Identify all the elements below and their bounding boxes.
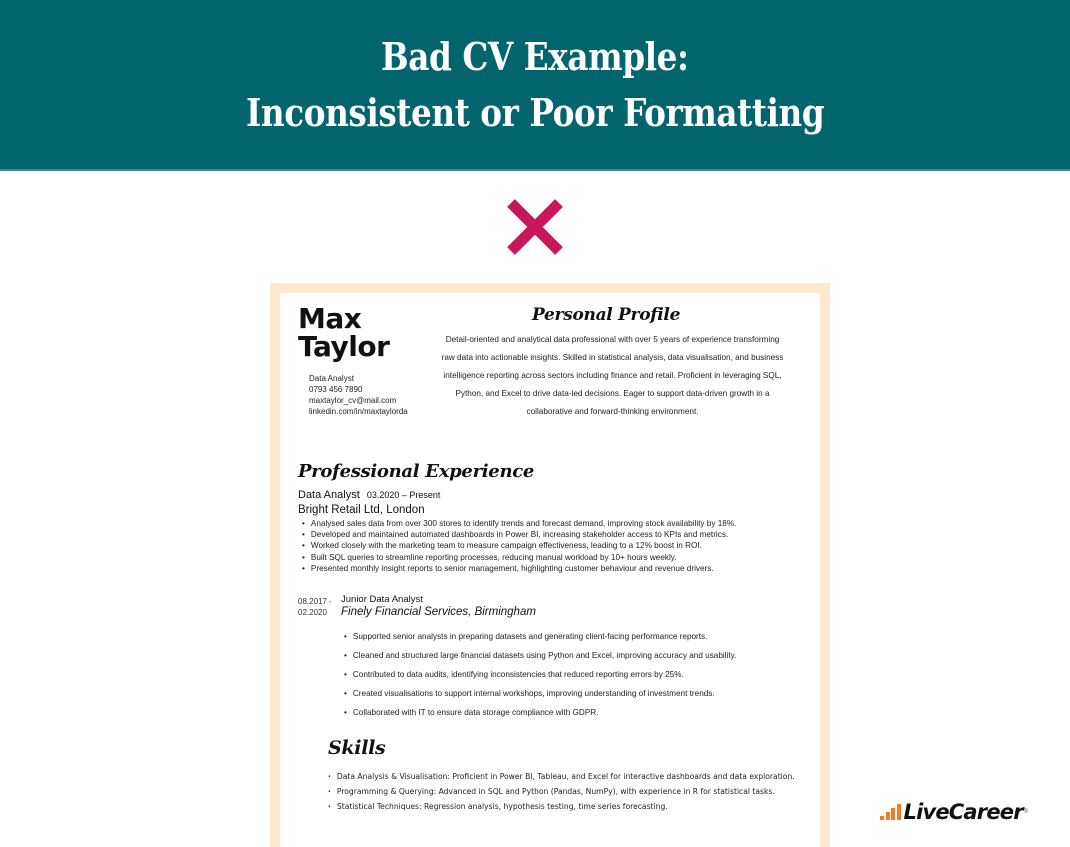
cv-page bbox=[280, 293, 820, 847]
experience-heading: Professional Experience bbox=[298, 461, 535, 482]
logo-text: LiveCareer bbox=[903, 800, 1023, 824]
job-1-company: Bright Retail Ltd, London bbox=[298, 504, 425, 516]
list-item: • Worked closely with the marketing team to measure campaign effectiveness, leading to a 12% boost in ROI. bbox=[302, 540, 736, 551]
job-2-company: Finely Financial Services, Birmingham bbox=[341, 606, 536, 618]
list-item: • Created visualisations to support internal workshops, improving understanding of investment trends. bbox=[344, 684, 736, 703]
job-1-title: Data Analyst bbox=[298, 489, 360, 501]
list-item: · Data Analysis & Visualisation: Proficient in Power BI, Tableau, and Excel for interactive dashboards and data exploration. bbox=[328, 769, 795, 784]
job-2-bullets bbox=[344, 627, 736, 722]
registered-mark: ® bbox=[1023, 809, 1029, 815]
job-2-dates bbox=[298, 596, 332, 618]
livecareer-logo bbox=[880, 800, 1028, 824]
contact-block bbox=[309, 373, 408, 417]
job-2-date-start: 08.2017 - bbox=[298, 597, 332, 606]
contact-role: Data Analyst bbox=[309, 374, 354, 383]
page-header bbox=[0, 0, 1070, 171]
logo-bars-icon bbox=[880, 804, 901, 820]
contact-phone: 0793 456 7890 bbox=[309, 385, 363, 394]
list-item: • Developed and maintained automated dashboards in Power BI, increasing stakeholder access to KPIs and metrics. bbox=[302, 529, 736, 540]
skills-list bbox=[328, 769, 795, 814]
job-1-dates: 03.2020 – Present bbox=[366, 490, 441, 500]
profile-heading: Personal Profile bbox=[532, 305, 681, 325]
list-item: • Contributed to data audits, identifying inconsistencies that reduced reporting errors by 25%. bbox=[344, 665, 736, 684]
list-item: • Analysed sales data from over 300 stores to identify trends and forecast demand, improving stock availability by 18%. bbox=[302, 518, 736, 529]
job-2-date-end: 02.2020 bbox=[298, 608, 327, 617]
job-2-title: Junior Data Analyst bbox=[341, 594, 423, 605]
list-item: · Programming & Querying: Advanced in SQL and Python (Pandas, NumPy), with experience in R for statistical tasks. bbox=[328, 784, 795, 799]
first-name: Max bbox=[298, 302, 362, 335]
list-item: • Presented monthly insight reports to senior management, highlighting customer behaviour and revenue drivers. bbox=[302, 563, 736, 574]
candidate-name bbox=[298, 302, 390, 363]
list-item: • Supported senior analysts in preparing datasets and generating client-facing performance reports. bbox=[344, 627, 736, 646]
cv-document bbox=[270, 283, 830, 847]
job-1-header bbox=[298, 489, 440, 501]
list-item: • Built SQL queries to streamline reporting processes, reducing manual workload by 10+ hours weekly. bbox=[302, 552, 736, 563]
title-line-2: Inconsistent or Poor Formatting bbox=[245, 89, 825, 135]
contact-email: maxtaylor_cv@mail.com bbox=[309, 396, 397, 405]
cross-icon bbox=[505, 198, 565, 256]
skills-heading: Skills bbox=[328, 737, 386, 759]
list-item: · Statistical Techniques: Regression analysis, hypothesis testing, time series forecasting. bbox=[328, 799, 795, 814]
list-item: • Cleaned and structured large financial datasets using Python and Excel, improving accuracy and usability. bbox=[344, 646, 736, 665]
title-line-1: Bad CV Example: bbox=[381, 33, 689, 79]
list-item: • Collaborated with IT to ensure data storage compliance with GDPR. bbox=[344, 703, 736, 722]
contact-linkedin: linkedin.com/in/maxtaylorda bbox=[309, 407, 408, 416]
profile-text: Detail-oriented and analytical data professional with over 5 years of experience transforming raw data into actionable insights. Skilled in statistical analysis, data visualisation, and business intelligence reporting across sectors including finance and retail. Proficient in leveraging SQL, Python, and Excel to drive data-led decisions. Eager to support data-driven growth in a collaborative and forward-thinking environment. bbox=[441, 335, 784, 416]
job-1-bullets bbox=[302, 518, 736, 574]
last-name: Taylor bbox=[298, 330, 390, 363]
